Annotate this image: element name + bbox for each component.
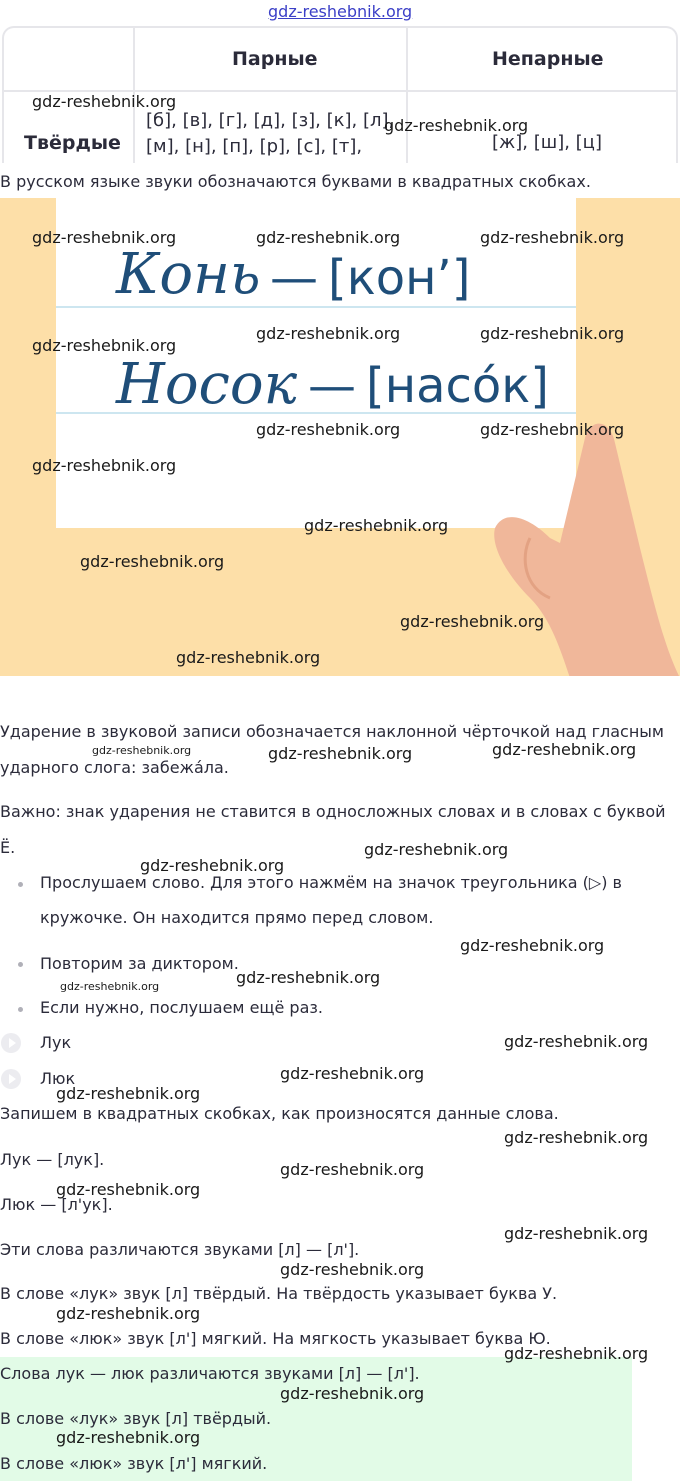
task-text: Запишем в квадратных скобках, как произносятся данные слова. (0, 1104, 559, 1123)
watermark-text: gdz-reshebnik.org (492, 740, 637, 759)
watermark-text: gdz-reshebnik.org (504, 1128, 649, 1147)
watermark-text: gdz-reshebnik.org (460, 936, 605, 955)
watermark-text: gdz-reshebnik.org (280, 1064, 425, 1083)
table-cell-unpaired: [ж], [ш], [ц] (492, 132, 602, 153)
bullet-dot (18, 882, 23, 887)
watermark-text: gdz-reshebnik.org (504, 1224, 649, 1243)
table-header-unpaired: Непарные (492, 48, 604, 70)
stress-text-line1: Ударение в звуковой записи обозначается наклонной чёрточкой над гласным (0, 722, 664, 741)
stress-text-line2: ударного слога: забежа́ла. (0, 758, 229, 777)
transcription-dash: — (308, 358, 356, 414)
watermark-text: gdz-reshebnik.org (92, 744, 192, 757)
watermark-link[interactable]: gdz-reshebnik.org (268, 2, 413, 21)
watermark-text: gdz-reshebnik.org (32, 228, 177, 247)
summary-line: В слове «люк» звук [л'] мягкий. (0, 1454, 268, 1473)
watermark-text: gdz-reshebnik.org (140, 856, 285, 875)
intro-text: В русском языке звуки обозначаются буквами в квадратных скобках. (0, 172, 591, 191)
watermark-text: gdz-reshebnik.org (400, 612, 545, 631)
watermark-text: gdz-reshebnik.org (32, 456, 177, 475)
watermark-text: gdz-reshebnik.org (268, 744, 413, 763)
watermark-text: gdz-reshebnik.org (80, 552, 225, 571)
watermark-text: gdz-reshebnik.org (56, 1428, 201, 1447)
watermark-text: gdz-reshebnik.org (480, 420, 625, 439)
table-row-label-hard: Твёрдые (24, 132, 121, 154)
watermark-text: gdz-reshebnik.org (280, 1260, 425, 1279)
important-text-line1: Важно: знак ударения не ставится в односложных словах и в словах с буквой (0, 802, 666, 821)
audio-word-lyuk: Люк (40, 1069, 76, 1088)
summary-line: Слова лук — люк различаются звуками [л] — [л']. (0, 1364, 420, 1383)
watermark-text: gdz-reshebnik.org (480, 324, 625, 343)
table-col-divider (406, 28, 408, 163)
cursive-word-nosok: Носок (116, 352, 298, 417)
table-header-paired: Парные (232, 48, 318, 70)
watermark-text: gdz-reshebnik.org (256, 324, 401, 343)
watermark-text: gdz-reshebnik.org (504, 1032, 649, 1051)
watermark-text: gdz-reshebnik.org (176, 648, 321, 667)
watermark-text: gdz-reshebnik.org (384, 116, 529, 135)
watermark-text: gdz-reshebnik.org (32, 336, 177, 355)
cursive-word-kon: Конь (116, 242, 261, 307)
watermark-text: gdz-reshebnik.org (480, 228, 625, 247)
watermark-text: gdz-reshebnik.org (60, 980, 160, 993)
bullet-2: Повторим за диктором. (40, 954, 239, 973)
audio-word-luk: Лук (40, 1033, 72, 1052)
bullet-dot (18, 1007, 23, 1012)
answer-line: Эти слова различаются звуками [л] — [л']. (0, 1240, 360, 1259)
watermark-text: gdz-reshebnik.org (56, 1084, 201, 1103)
answer-line: Люк — [л'ук]. (0, 1195, 113, 1214)
watermark-text: gdz-reshebnik.org (256, 228, 401, 247)
bullet-3: Если нужно, послушаем ещё раз. (40, 998, 323, 1017)
bullet-1-line2: кружочке. Он находится прямо перед словом. (40, 908, 434, 927)
watermark-text: gdz-reshebnik.org (32, 92, 177, 111)
watermark-text: gdz-reshebnik.org (364, 840, 509, 859)
watermark-text: gdz-reshebnik.org (280, 1384, 425, 1403)
hand-illustration (490, 398, 680, 676)
summary-line: В слове «лук» звук [л] твёрдый. (0, 1409, 272, 1428)
bullet-dot (18, 962, 23, 967)
play-icon[interactable] (1, 1069, 21, 1089)
important-text-line2: Ё. (0, 838, 16, 857)
watermark-text: gdz-reshebnik.org (236, 968, 381, 987)
watermark-text: gdz-reshebnik.org (304, 516, 449, 535)
watermark-text: gdz-reshebnik.org (280, 1160, 425, 1179)
play-icon[interactable] (1, 1033, 21, 1053)
watermark-text: gdz-reshebnik.org (504, 1344, 649, 1363)
table-cell-paired: [б], [в], [г], [д], [з], [к], [л], [м], [н], [п], [р], [с], [т], (146, 110, 395, 157)
watermark-text: gdz-reshebnik.org (56, 1180, 201, 1199)
answer-line: В слове «люк» звук [л'] мягкий. На мягкость указывает буква Ю. (0, 1329, 551, 1348)
answer-line: В слове «лук» звук [л] твёрдый. На твёрдость указывает буква У. (0, 1284, 558, 1303)
watermark-text: gdz-reshebnik.org (256, 420, 401, 439)
transcription-kon: [кон’] (328, 250, 471, 306)
transcription-dash: — (270, 250, 318, 306)
answer-line: Лук — [лук]. (0, 1150, 105, 1169)
transcription-nasok: [насо́к] (366, 358, 549, 414)
watermark-text: gdz-reshebnik.org (56, 1304, 201, 1323)
bullet-1-line1: Прослушаем слово. Для этого нажмём на значок треугольника (▷) в (40, 873, 622, 892)
